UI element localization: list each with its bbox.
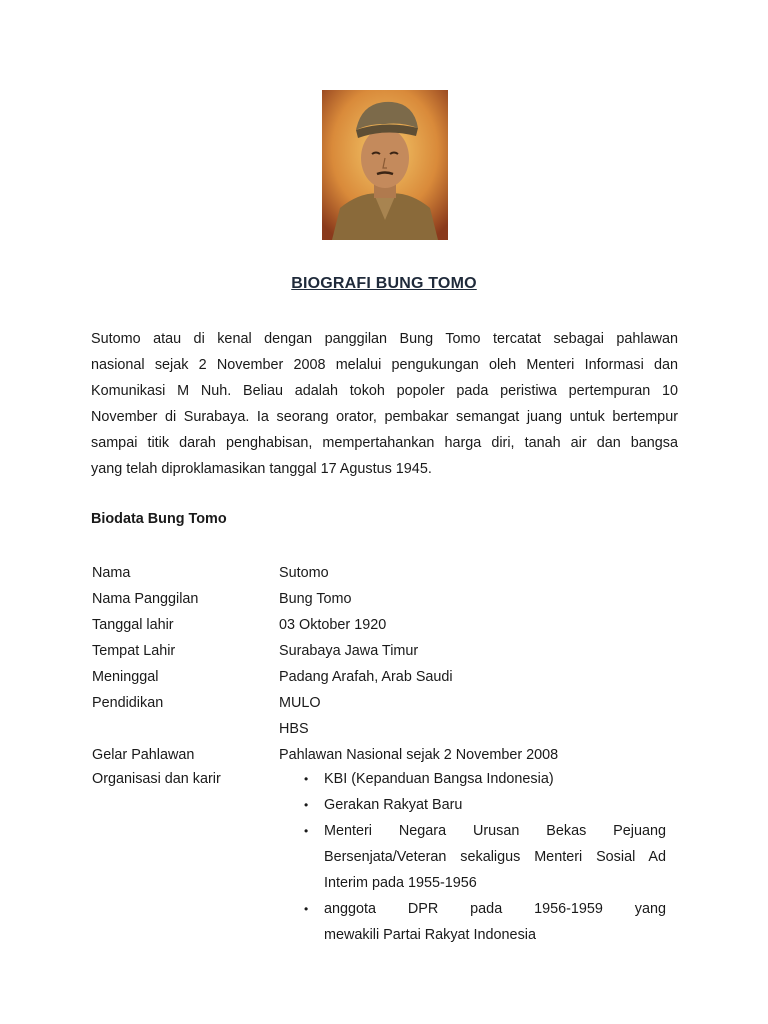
biodata-label: Tanggal lahir <box>92 617 174 633</box>
paragraph-line: Sutomo atau di kenal dengan panggilan Bung Tomo tercatat sebagai pahlawan <box>91 331 678 347</box>
biodata-label: Meninggal <box>92 669 159 685</box>
paragraph-line: nasional sejak 2 November 2008 melalui pengukungan oleh Menteri Informasi dan <box>91 357 678 373</box>
list-item <box>304 818 666 896</box>
career-line: mewakili Partai Rakyat Indonesia <box>324 927 536 943</box>
career-line: Bersenjata/Veteran sekaligus Menteri Sosial Ad <box>324 849 666 865</box>
biodata-label: Pendidikan <box>92 695 164 711</box>
biodata-label: Nama <box>92 565 131 581</box>
biodata-row <box>92 586 682 612</box>
list-item <box>304 792 666 818</box>
biodata-row <box>92 690 682 716</box>
paragraph-line: sampai titik darah penghabisan, mempertahankan harga diri, tanah air dan bangsa <box>91 435 678 451</box>
career-list <box>304 766 666 948</box>
paragraph-line: yang telah diproklamasikan tanggal 17 Agustus 1945. <box>91 461 432 477</box>
career-line: anggota DPR pada 1956-1959 yang <box>324 901 666 917</box>
biodata-label: Tempat Lahir <box>92 643 176 659</box>
biodata-table <box>92 560 682 768</box>
bullet-icon: • <box>304 772 309 786</box>
bullet-icon: • <box>304 824 309 838</box>
intro-paragraph <box>91 326 678 482</box>
biodata-row <box>92 742 682 768</box>
biodata-row <box>92 664 682 690</box>
portrait-image <box>322 90 448 240</box>
biodata-value: Surabaya Jawa Timur <box>279 643 419 659</box>
paragraph-line: November di Surabaya. Ia seorang orator, pembakar semangat juang untuk bertempur <box>91 409 678 425</box>
biodata-label: Gelar Pahlawan <box>92 747 195 763</box>
career-line: Menteri Negara Urusan Bekas Pejuang <box>324 823 666 839</box>
biodata-value: Pahlawan Nasional sejak 2 November 2008 <box>279 747 559 763</box>
page-title: BIOGRAFI BUNG TOMO <box>291 275 477 292</box>
bullet-icon: • <box>304 902 309 916</box>
career-label: Organisasi dan karir <box>92 771 221 787</box>
career-line: KBI (Kepanduan Bangsa Indonesia) <box>324 771 554 787</box>
list-item <box>304 896 666 948</box>
career-line: Gerakan Rakyat Baru <box>324 797 463 813</box>
portrait-illustration <box>322 90 448 240</box>
paragraph-line: Komunikasi M Nuh. Beliau adalah tokoh popoler pada peristiwa pertempuran 10 <box>91 383 678 399</box>
biodata-value: HBS <box>279 721 309 737</box>
biodata-value: Sutomo <box>279 565 329 581</box>
biodata-value: MULO <box>279 695 321 711</box>
biodata-label: Nama Panggilan <box>92 591 199 607</box>
biodata-row <box>92 612 682 638</box>
career-line: Interim pada 1955-1956 <box>324 875 477 891</box>
biodata-value: 03 Oktober 1920 <box>279 617 387 633</box>
biodata-row <box>92 716 682 742</box>
list-item <box>304 766 666 792</box>
biodata-row <box>92 638 682 664</box>
biodata-value: Padang Arafah, Arab Saudi <box>279 669 453 685</box>
biodata-row <box>92 560 682 586</box>
biodata-heading: Biodata Bung Tomo <box>91 511 227 527</box>
biodata-value: Bung Tomo <box>279 591 352 607</box>
bullet-icon: • <box>304 798 309 812</box>
